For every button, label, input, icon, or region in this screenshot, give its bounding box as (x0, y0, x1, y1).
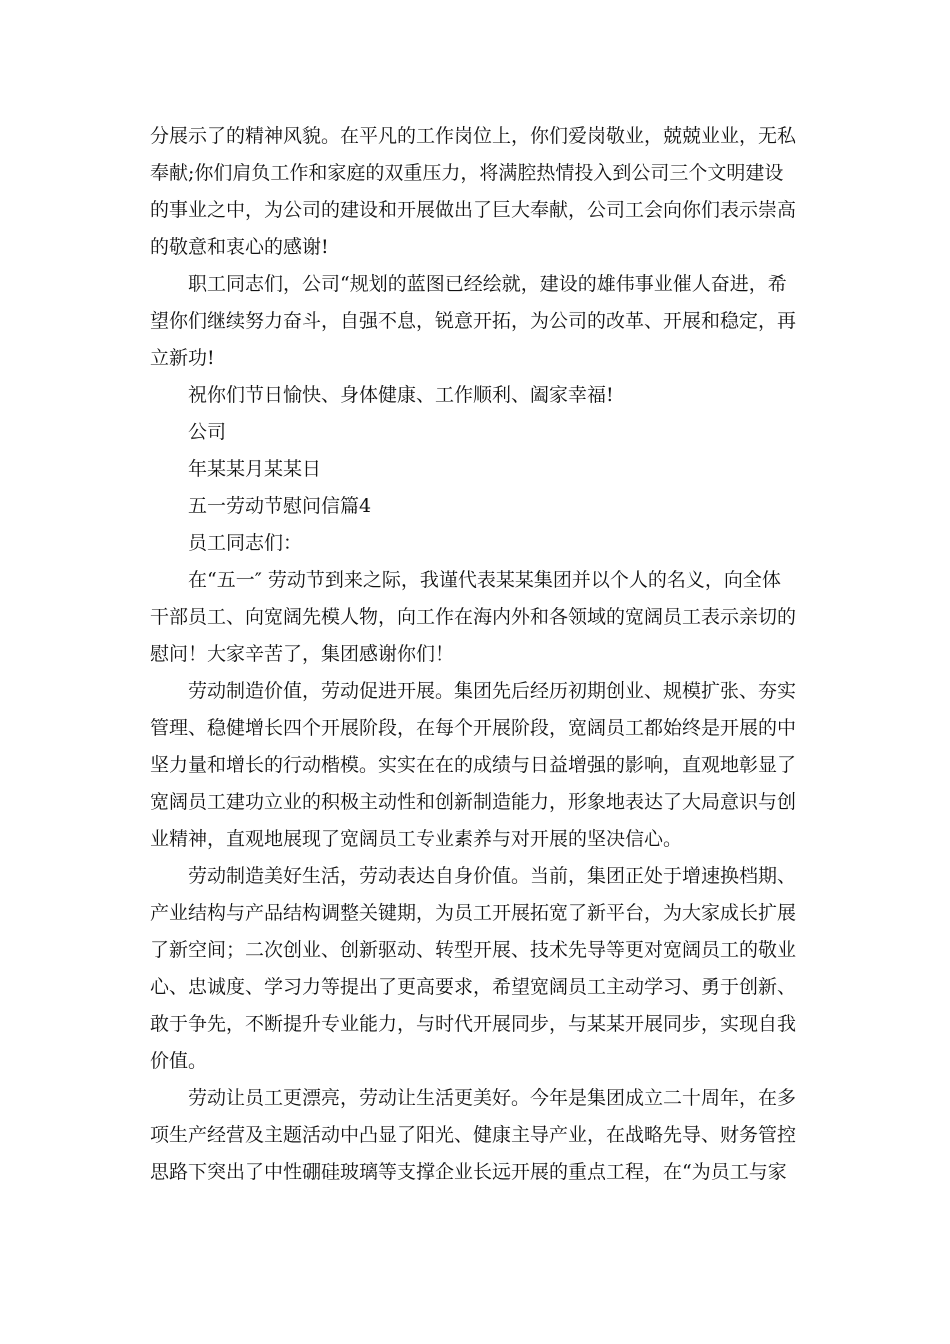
text-line: 产业结构与产品结构调整关键期，为员工开展拓宽了新平台，为大家成长扩展 (150, 902, 797, 924)
text-line: 员工同志们： (188, 532, 303, 554)
text-line: 管理、稳健增长四个开展阶段，在每个开展阶段，宽阔员工都始终是开展的中 (150, 717, 797, 739)
text-line: 慰问！大家辛苦了，集团感谢你们！ (150, 643, 455, 665)
text-line: 思路下突出了中性硼硅玻璃等支撑企业长远开展的重点工程，在“为员工与家 (150, 1161, 787, 1183)
text-line: 分展示了的精神风貌。在平凡的工作岗位上，你们爱岗敬业，兢兢业业，无私 (150, 125, 797, 147)
paragraph (150, 488, 800, 525)
text-line: 望你们继续努力奋斗，自强不息，锐意开拓，为公司的改革、开展和稳定，再 (150, 310, 797, 332)
paragraph (150, 673, 800, 858)
text-line: 宽阔员工建功立业的积极主动性和创新制造能力，形象地表达了大局意识与创 (150, 791, 797, 813)
paragraph (150, 414, 800, 451)
text-line: 心、忠诚度、学习力等提出了更高要求，希望宽阔员工主动学习、勇于创新、 (150, 976, 797, 998)
text-line: 五一劳动节慰问信篇4 (188, 495, 372, 517)
text-line: 坚力量和增长的行动楷模。实实在在的成绩与日益增强的影响，直观地彰显了 (150, 754, 797, 776)
text-line: 奉献;你们肩负工作和家庭的双重压力，将满腔热情投入到公司三个文明建设 (150, 162, 784, 184)
text-line: 劳动让员工更漂亮，劳动让生活更美好。今年是集团成立二十周年，在多 (188, 1087, 797, 1109)
paragraph (150, 377, 800, 414)
text-line: 劳动制造美好生活，劳动表达自身价值。当前，集团正处于增速换档期、 (188, 865, 797, 887)
text-line: 项生产经营及主题活动中凸显了阳光、健康主导产业，在战略先导、财务管控 (150, 1124, 797, 1146)
text-line: 干部员工、向宽阔先模人物，向工作在海内外和各领域的宽阔员工表示亲切的 (150, 606, 797, 628)
text-line: 公司 (188, 421, 227, 443)
text-line: 的敬意和衷心的感谢! (150, 236, 329, 258)
text-line: 年某某月某某日 (188, 458, 322, 480)
text-line: 业精神，直观地展现了宽阔员工专业素养与对开展的坚决信心。 (150, 828, 683, 850)
paragraph (150, 858, 800, 1080)
text-line: 了新空间；二次创业、创新驱动、转型开展、技术先导等更对宽阔员工的敬业 (150, 939, 797, 961)
paragraph (150, 266, 800, 377)
paragraph (150, 562, 800, 673)
paragraph (150, 525, 800, 562)
text-line: 职工同志们，公司“规划的蓝图已经绘就，建设的雄伟事业催人奋进，希 (188, 273, 787, 295)
paragraph (150, 451, 800, 488)
paragraph (150, 1080, 800, 1191)
document-body (150, 118, 800, 1191)
paragraph (150, 118, 800, 266)
text-line: 在“五一″ 劳动节到来之际，我谨代表某某集团并以个人的名义，向全体 (188, 569, 781, 591)
text-line: 立新功! (150, 347, 215, 369)
text-line: 价值。 (150, 1050, 208, 1072)
text-line: 敢于争先，不断提升专业能力，与时代开展同步，与某某开展同步，实现自我 (150, 1013, 797, 1035)
text-line: 劳动制造价值，劳动促进开展。集团先后经历初期创业、规模扩张、夯实 (188, 680, 797, 702)
text-line: 的事业之中，为公司的建设和开展做出了巨大奉献，公司工会向你们表示崇高 (150, 199, 797, 221)
text-line: 祝你们节日愉快、身体健康、工作顺利、阖家幸福! (188, 384, 614, 406)
